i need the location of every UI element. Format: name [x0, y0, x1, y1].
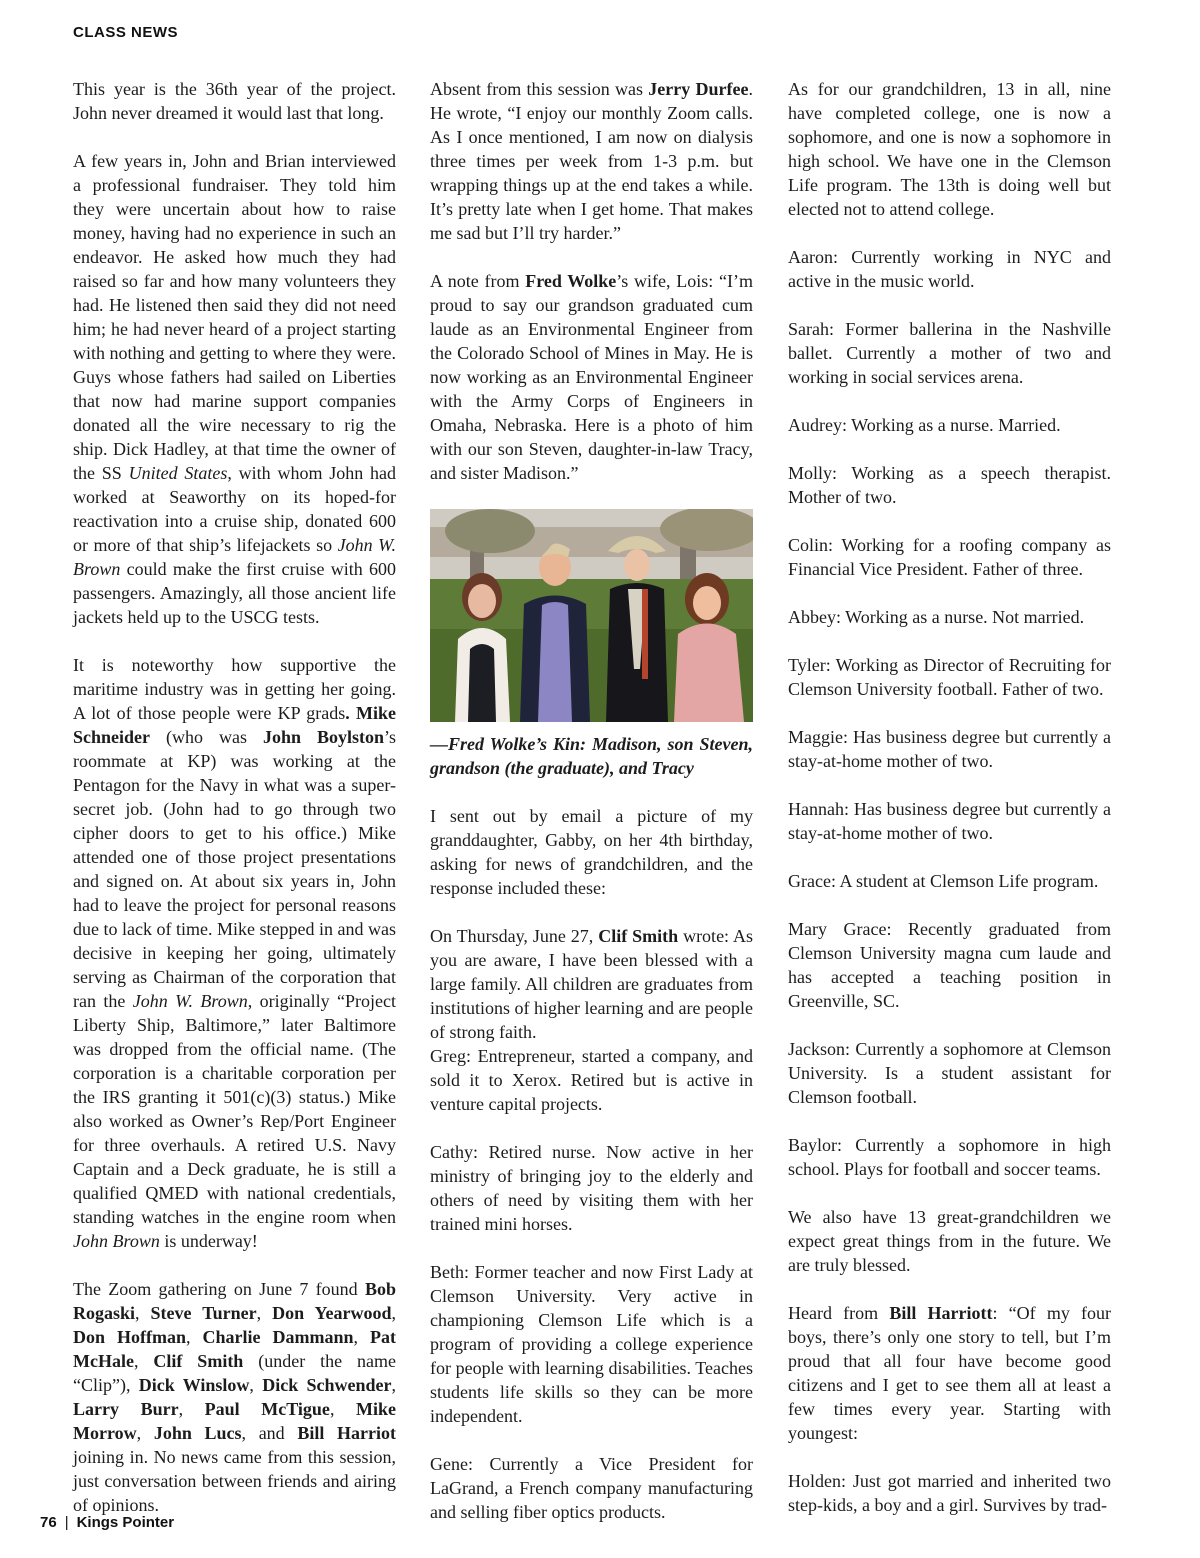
- paragraph: [788, 1205, 1111, 1277]
- paragraph: [788, 725, 1111, 773]
- text-run: Heard from: [788, 1303, 890, 1323]
- paragraph: [788, 653, 1111, 701]
- name-highlight: Clif Smith: [598, 926, 679, 946]
- name-highlight: Jerry Durfee: [648, 79, 749, 99]
- text-run: , originally “Project Liberty Ship, Baltimore,” later Baltimore was dropped from the official name. (The corporation is a charitable corporation per the IRS granting it 501(c)(3) status.) Mike also worked as Owner’s Rep/Port Engineer for three overhauls. A retired U.S. Navy Captain and a Deck graduate, he is still a qualified QMED with national credentials, standing watches in the engine room when: [73, 991, 396, 1227]
- name-highlight: Pat McHale: [73, 1327, 396, 1371]
- name-highlight: Dick Winslow: [138, 1375, 250, 1395]
- paragraph: [788, 797, 1111, 845]
- text-run: ,: [256, 1303, 273, 1323]
- text-run: It is noteworthy how supportive the maritime industry was in getting her going. A lot of those people were KP grads: [73, 655, 396, 723]
- paragraph: [788, 1133, 1111, 1181]
- paragraph: [788, 869, 1111, 893]
- paragraph: [430, 804, 753, 900]
- name-highlight: Steve Turner: [150, 1303, 257, 1323]
- family-photo: [430, 509, 753, 722]
- name-highlight: Dick Schwender: [262, 1375, 392, 1395]
- text-run: , and: [241, 1423, 298, 1443]
- paragraph: [788, 1037, 1111, 1109]
- text-run: Molly: Working as a speech therapist. Mother of two.: [788, 463, 1111, 507]
- paragraph: [73, 77, 396, 125]
- text-run: . He wrote, “I enjoy our monthly Zoom calls. As I once mentioned, I am now on dialysis three times per week from 1-3 p.m. but wrapping things up at the end takes a while. It’s pretty late when I get home. That makes me sad but I’ll try harder.”: [430, 79, 753, 243]
- paragraph: [430, 1452, 753, 1524]
- text-run: Maggie: Has business degree but currently a stay-at-home mother of two.: [788, 727, 1111, 771]
- name-highlight: . Mike Schneider: [73, 703, 397, 747]
- text-run: Gene: Currently a Vice President for LaGrand, a French company manufacturing and selling fiber optics products.: [430, 1454, 753, 1522]
- column-3: [788, 77, 1111, 1541]
- name-highlight: Don Yearwood: [272, 1303, 392, 1323]
- text-run: Beth: Former teacher and now First Lady at Clemson University. Very active in championing Clemson Life which is a program of providing a college experience for people with learning disabilities. Teaches students life skills so they can be more independent.: [430, 1262, 753, 1426]
- column-2: [430, 77, 753, 1548]
- text-run: ,: [391, 1375, 397, 1395]
- paragraph: [788, 245, 1111, 293]
- text-run: ,: [133, 1351, 154, 1371]
- text-run: Abbey: Working as a nurse. Not married.: [788, 607, 1085, 627]
- text-run: joining in. No news came from this session, just conversation between friends and airing of opinions.: [73, 1447, 396, 1515]
- name-highlight: Bill Harriott: [889, 1303, 993, 1323]
- text-run: is underway!: [159, 1231, 258, 1251]
- paragraph: [430, 269, 753, 485]
- text-run: wrote: As you are aware, I have been blessed with a large family. All children are graduates from institutions of higher learning and are people of strong faith.: [430, 926, 753, 1042]
- text-run: Audrey: Working as a nurse. Married.: [788, 415, 1061, 435]
- photo-caption: —Fred Wolke’s Kin: Madison, son Steven, grandson (the graduate), and Tracy: [430, 734, 753, 778]
- paragraph: [73, 653, 396, 1253]
- italic-title: United States: [128, 463, 228, 483]
- text-run: ,: [249, 1375, 263, 1395]
- text-run: I sent out by email a picture of my granddaughter, Gabby, on her 4th birthday, asking for news of grandchildren, and the response included these:: [430, 806, 753, 898]
- page-number: 76: [40, 1514, 57, 1531]
- text-run: Grace: A student at Clemson Life program.: [788, 871, 1099, 891]
- text-run: A few years in, John and Brian interviewed a professional fundraiser. They told him they were uncertain about how to raise money, having had no experience in such an endeavor. He asked how much they had raised so far and how many volunteers they had. He listened then said they did not need him; he had never heard of a project starting with nothing and getting to where they were. Guys whose fathers had sailed on Liberties that now had marine support companies donated all the wire necessary to rig the ship. Dick Hadley, at that time the owner of the SS: [73, 151, 396, 483]
- paragraph: [788, 413, 1111, 437]
- text-run: Jackson: Currently a sophomore at Clemson University. Is a student assistant for Clemson football.: [788, 1039, 1111, 1107]
- text-run: A note from: [430, 271, 526, 291]
- text-run: Holden: Just got married and inherited two step-kids, a boy and a girl. Survives by trad-: [788, 1471, 1111, 1515]
- paragraph: [430, 1260, 753, 1428]
- text-run: Tyler: Working as Director of Recruiting for Clemson University football. Father of two.: [788, 655, 1111, 699]
- name-highlight: Fred Wolke: [525, 271, 617, 291]
- text-run: Baylor: Currently a sophomore in high school. Plays for football and soccer teams.: [788, 1135, 1111, 1179]
- text-run: , with whom John had worked at Seaworthy on its hoped-for reactivation into a cruise ship, donated 600 or more of that ship’s lifejackets so: [73, 463, 397, 555]
- paragraph: [73, 1277, 396, 1517]
- name-highlight: Mike Morrow: [73, 1399, 397, 1443]
- text-run: ,: [135, 1303, 151, 1323]
- text-run: ,: [186, 1327, 203, 1347]
- name-highlight: Bob Rogaski: [73, 1279, 396, 1323]
- page-footer: [40, 1514, 174, 1531]
- text-run: Hannah: Has business degree but currently a stay-at-home mother of two.: [788, 799, 1111, 843]
- name-highlight: Clif Smith: [153, 1351, 244, 1371]
- text-run: As for our grandchildren, 13 in all, nine have completed college, one is now a sophomore, and one is now a sophomore in high school. We have one in the Clemson Life program. The 13th is doing well but elected not to attend college.: [788, 79, 1111, 219]
- paragraph: [430, 1044, 753, 1116]
- paragraph: [788, 461, 1111, 509]
- text-run: (under the name “Clip”),: [73, 1351, 397, 1395]
- text-run: ,: [391, 1303, 396, 1323]
- text-run: ,: [329, 1399, 357, 1419]
- paragraph: [788, 605, 1111, 629]
- name-highlight: John Boylston: [262, 727, 384, 747]
- paragraph: [788, 317, 1111, 389]
- name-highlight: John Lucs: [153, 1423, 242, 1443]
- text-run: ,: [353, 1327, 370, 1347]
- text-run: Greg: Entrepreneur, started a company, and sold it to Xerox. Retired but is active in venture capital projects.: [430, 1046, 753, 1114]
- paragraph: [788, 917, 1111, 1013]
- text-run: Absent from this session was: [430, 79, 649, 99]
- name-highlight: Charlie Dammann: [202, 1327, 354, 1347]
- text-run: This year is the 36th year of the project. John never dreamed it would last that long.: [73, 79, 396, 123]
- text-run: Colin: Working for a roofing company as Financial Vice President. Father of three.: [788, 535, 1111, 579]
- text-run: ,: [136, 1423, 154, 1443]
- paragraph: [430, 1140, 753, 1236]
- paragraph: [788, 1301, 1111, 1445]
- name-highlight: Don Hoffman: [73, 1327, 186, 1347]
- paragraph: [788, 77, 1111, 221]
- text-run: ,: [178, 1399, 205, 1419]
- text-run: Sarah: Former ballerina in the Nashville ballet. Currently a mother of two and working in social services arena.: [788, 319, 1111, 387]
- text-run: We also have 13 great-grandchildren we expect great things from in the future. We are truly blessed.: [788, 1207, 1111, 1275]
- name-highlight: Larry Burr: [73, 1399, 179, 1419]
- text-run: On Thursday, June 27,: [430, 926, 599, 946]
- text-run: ’s roommate at KP) was working at the Pentagon for the Navy in what was a super-secret job. (John had to go through two cipher doors to get to his office.) Mike attended one of those project presentations and signed on. At about six years in, John had to leave the project for personal reasons due to lack of time. Mike stepped in and was decisive in keeping her going, ultimately serving as Chairman of the corporation that ran the: [73, 727, 396, 1011]
- text-run: ’s wife, Lois: “I’m proud to say our grandson graduated cum laude as an Environmental Engineer from the Colorado School of Mines in May. He is now working as an Environmental Engineer with the Army Corps of Engineers in Omaha, Nebraska. Here is a photo of him with our son Steven, daughter-in-law Tracy, and sister Madison.”: [430, 271, 753, 483]
- publication-name: Kings Pointer: [76, 1514, 175, 1531]
- paragraph: [73, 149, 396, 629]
- text-run: Cathy: Retired nurse. Now active in her ministry of bringing joy to the elderly and others of need by visiting them with her trained mini horses.: [430, 1142, 753, 1234]
- text-run: The Zoom gathering on June 7 found: [73, 1279, 365, 1299]
- text-run: Mary Grace: Recently graduated from Clemson University magna cum laude and has accepted a teaching position in Greenville, SC.: [788, 919, 1111, 1011]
- text-run: could make the first cruise with 600 passengers. Amazingly, all those ancient life jackets held up to the USCG tests.: [73, 559, 396, 627]
- name-highlight: Bill Harriot: [297, 1423, 397, 1443]
- footer-separator: |: [64, 1514, 69, 1531]
- paragraph: [430, 924, 753, 1044]
- paragraph: [788, 1469, 1111, 1517]
- name-highlight: Paul McTigue: [204, 1399, 330, 1419]
- paragraph: [788, 533, 1111, 581]
- text-run: Aaron: Currently working in NYC and active in the music world.: [788, 247, 1111, 291]
- text-run: : “Of my four boys, there’s only one story to tell, but I’m proud that all four have become good citizens and I get to see them all at least a few times every year. Starting with youngest:: [788, 1303, 1111, 1443]
- italic-title: John W. Brown: [73, 535, 396, 579]
- italic-title: John W. Brown: [132, 991, 248, 1011]
- text-run: (who was: [150, 727, 263, 747]
- column-1: [73, 77, 396, 1541]
- paragraph: [430, 77, 753, 245]
- italic-title: John Brown: [73, 1231, 160, 1251]
- section-label: CLASS NEWS: [73, 24, 179, 41]
- family-photo-illustration: [430, 509, 753, 722]
